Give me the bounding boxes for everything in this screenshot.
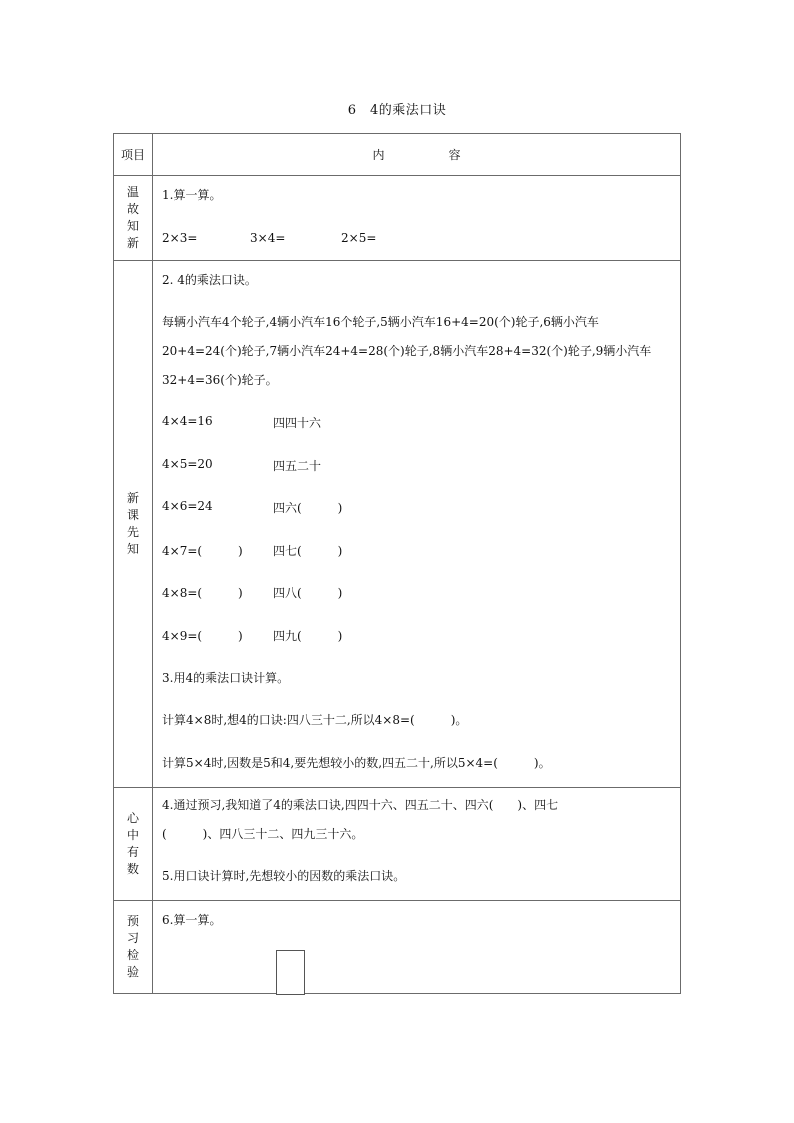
question-3-title: 3.用4的乘法口诀计算。 [162,671,290,685]
section-label-cell [114,901,153,994]
rhyme-4x5: 四五二十 [273,459,322,473]
problem-2x5: 2×5= [341,231,377,245]
equation-4x9: 4×9=( ) [162,629,243,643]
question-2-title: 2. 4的乘法口诀。 [162,273,257,287]
section-label-cell [114,788,153,901]
header-content-cell [153,134,681,176]
question-6-title: 6.算一算。 [162,913,222,927]
equation-4x4: 4×4=16 [162,414,213,428]
question-5: 5.用口诀计算时,先想较小的因数的乘法口诀。 [162,869,406,883]
answer-box [276,950,305,995]
paragraph-line-1: 每辆小汽车4个轮子,4辆小汽车16个轮子,5辆小汽车16+4=20(个)轮子,6辆小汽车 [162,315,599,329]
rhyme-4x4: 四四十六 [273,416,322,430]
question-3-line-1: 计算4×8时,想4的口诀:四八三十二,所以4×8=( )。 [162,713,468,727]
problem-2x3: 2×3= [162,231,198,245]
rhyme-4x7: 四七( ) [273,544,343,558]
header-row [114,134,681,176]
section-label-cell [114,261,153,788]
problem-3x4: 3×4= [250,231,286,245]
rhyme-4x9: 四九( ) [273,629,343,643]
section-content-summary [153,788,681,901]
header-item-label: 项目 [120,148,145,162]
equation-4x7: 4×7=( ) [162,544,243,558]
section-label-check: 预习检验 [126,914,139,979]
section-label-new-lesson: 新课先知 [126,491,139,556]
header-item-cell [114,134,153,176]
section-label-summary: 心中有数 [126,811,139,876]
question-4-line-2: ( )、四八三十二、四九三十六。 [162,827,364,841]
header-content-label: 内 容 [372,148,487,162]
rhyme-4x6: 四六( ) [273,501,343,515]
equation-4x6: 4×6=24 [162,499,213,513]
section-row-new-lesson [114,261,681,788]
paragraph-line-2: 20+4=24(个)轮子,7辆小汽车24+4=28(个)轮子,8辆小汽车28+4=32(个)轮子,9辆小汽车 [162,344,652,358]
section-content-review [153,176,681,261]
section-row-check [114,901,681,994]
section-content-new-lesson [153,261,681,788]
section-label-cell [114,176,153,261]
equation-4x5: 4×5=20 [162,457,213,471]
section-row-summary [114,788,681,901]
question-1-title: 1.算一算。 [162,188,222,202]
section-label-review: 温故知新 [126,185,139,250]
section-content-check [153,901,681,994]
equation-4x8: 4×8=( ) [162,586,243,600]
page-title: 6 4的乘法口诀 [347,103,447,118]
worksheet-table [113,133,681,994]
question-4-line-1: 4.通过预习,我知道了4的乘法口诀,四四十六、四五二十、四六( )、四七 [162,798,559,812]
rhyme-4x8: 四八( ) [273,586,343,600]
question-3-line-2: 计算5×4时,因数是5和4,要先想较小的数,四五二十,所以5×4=( )。 [162,756,551,770]
paragraph-line-3: 32+4=36(个)轮子。 [162,373,278,387]
section-row-review [114,176,681,261]
